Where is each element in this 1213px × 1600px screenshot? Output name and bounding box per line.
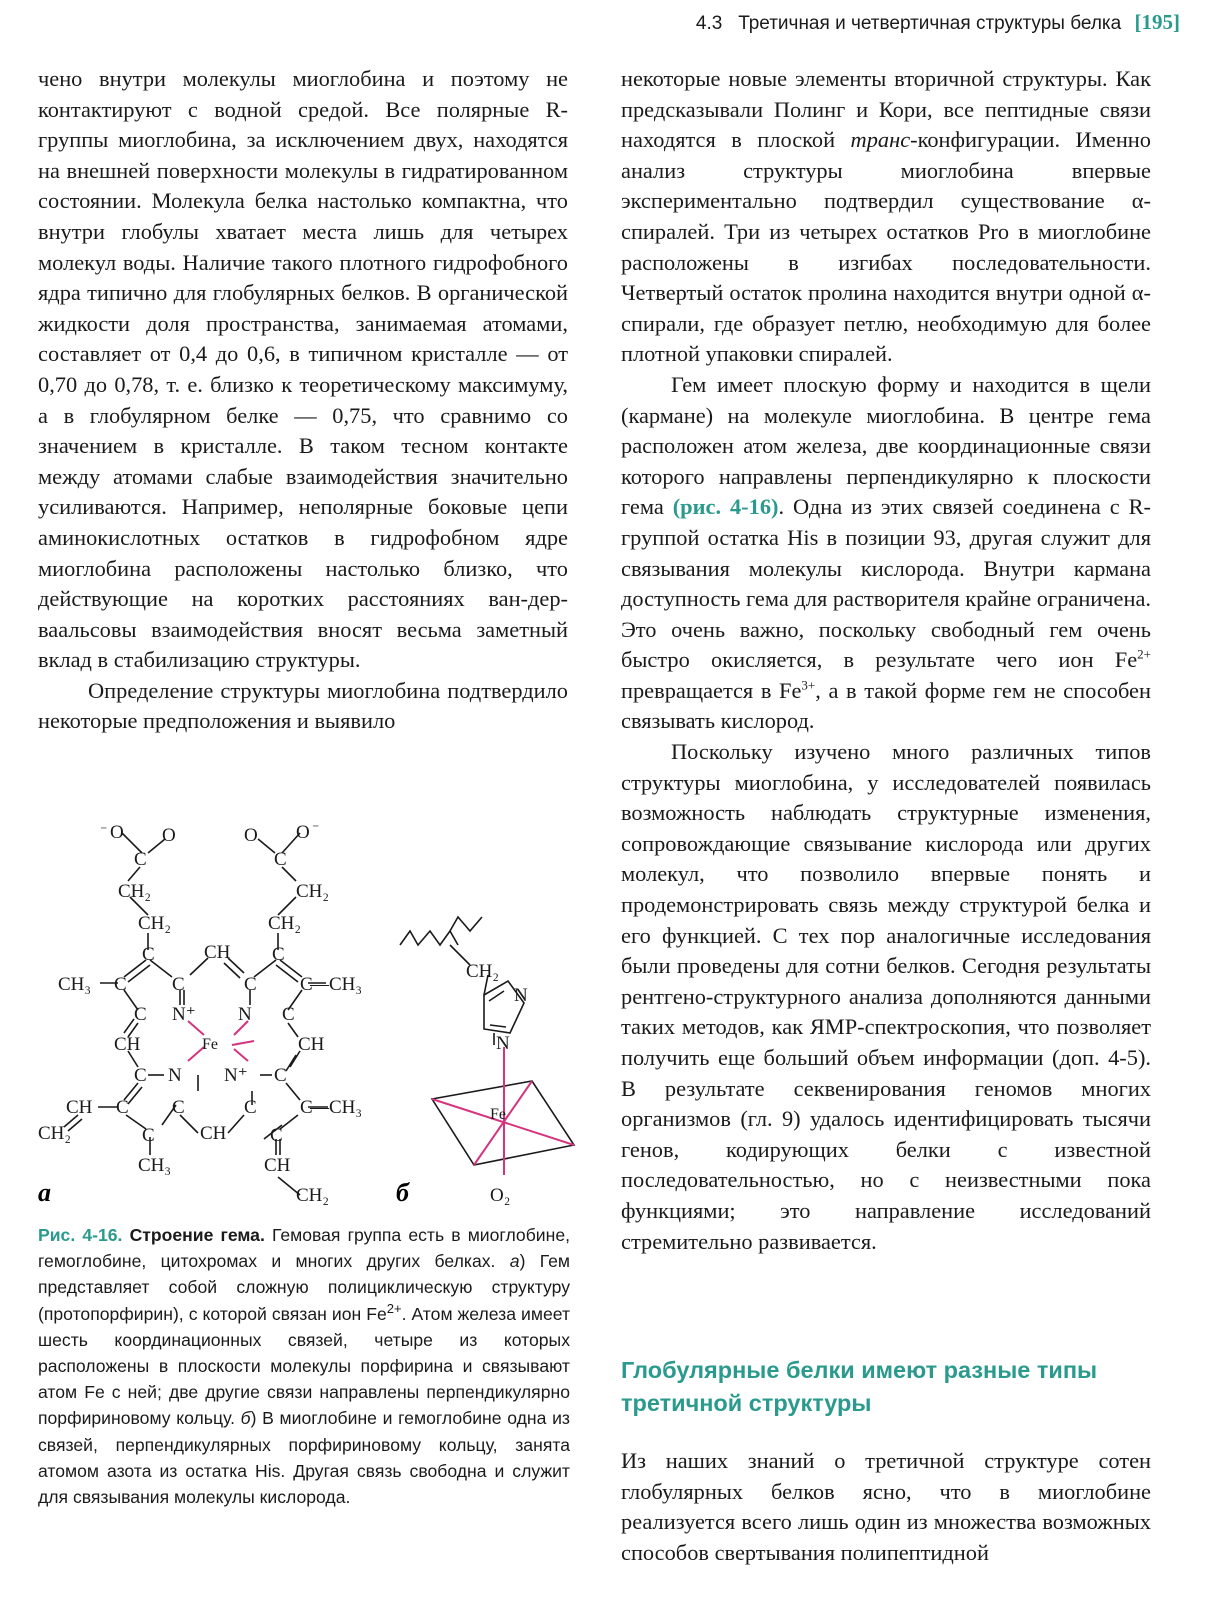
atom-ch-vinyl-left: CH (66, 1097, 93, 1118)
atom-n-top-right: N (238, 1004, 252, 1025)
figure-caption (38, 1222, 570, 1510)
atom-ch-meso-left: CH (114, 1034, 141, 1055)
atom-c-3: C (114, 974, 127, 995)
left-paragraph-1: чено внутри молекулы миоглобина и поэтому не контактируют с водной средой. Все полярные R-группы миоглобина, за исключением двух, находятся на внешней поверхности молекулы в гидратированном состоянии. Молекула белка настолько компактна, что внутри глобулы хватает места лишь для четырех молекул воды. Наличие такого плотного гидрофобного ядра типично для глобулярных белков. В органической жидкости доля пространства, занимаемая атомами, составляет от 0,4 до 0,6, в типичном кристалле — от 0,70 до 0,78, т. е. близко к теоретическому максимуму, а в глобулярном белке — 0,75, что сравнимо со значением в кристалле. В таком тесном контакте между атомами слабые взаимодействия значительно усиливаются. Например, неполярные боковые цепи аминокислотных остатков в гидрофобном ядре миоглобина расположены настолько близко, что действующие на коротких расстояниях ван-дер-ваальсовы взаимодействия вносят весьма заметный вклад в стабилизацию структуры. (38, 66, 568, 673)
caption-superscript: 2+ (386, 1300, 402, 1316)
svg-text:⁻: ⁻ (100, 824, 108, 839)
atom-ch2-vinyl-left: CH₂ (38, 1123, 72, 1144)
atom-c-9: C (134, 1065, 147, 1086)
caption-a-marker: а (509, 1251, 520, 1272)
atom-c-1: C (142, 944, 155, 965)
left-paragraph-2: Определение структуры миоглобина подтвердило некоторые предположения и выявило (38, 677, 568, 734)
caption-text-c: . Атом железа имеет шесть координационных связей, четыре из которых расположены в плоскости молекулы порфирина и связывают атом Fe с ней; две другие связи направлены перпендикулярно порфириновому кольцу. (38, 1303, 570, 1429)
bottom-paragraph: Из наших знаний о третичной структуре сотен глобулярных белков ясно, что в миоглобине реализуется всего лишь один из множества возможных способов свертывания полипептидной (621, 1448, 1151, 1565)
atom-ch3-left: CH₃ (58, 974, 92, 995)
atom-ch3-lower: CH₃ (138, 1155, 172, 1176)
caption-label: Рис. 4-16. (38, 1225, 123, 1245)
bottom-paragraph-block (621, 1446, 1151, 1568)
atom-ch2-left-1: CH₂ (118, 881, 152, 902)
page-number: [195] (1134, 10, 1180, 34)
caption-b-marker: б (240, 1408, 251, 1429)
atom-o-right: O (244, 825, 258, 846)
atom-ch2-right-2: CH₂ (268, 913, 302, 934)
panel-label-b: б (396, 1178, 409, 1207)
running-header (640, 10, 1180, 42)
atom-c-4: C (172, 974, 185, 995)
figure-reference-link[interactable]: (рис. 4-16) (672, 494, 779, 520)
right-paragraph-2: Гем имеет плоскую форму и находится в щели (кармане) на молекуле миоглобина. В центре гема расположен атом железа, две координационные связи которого направлены перпендикулярно к плоскости гема (рис. 4-16). Одна из этих связей соединена с R-группой остатка His в позиции 93, другая служит для связывания молекулы кислорода. Внутри кармана доступность гема для растворителя крайне ограничена. Это очень важно, поскольку свободный гем очень быстро окисляется, в результате чего ион $Fe^{2+}$ превращается в $Fe^{3+}$, а в такой форме гем не способен связывать кислород. (621, 371, 1152, 734)
atom-ch2-vinyl-right: CH₂ (296, 1185, 330, 1206)
atom-ch3-right-top: —CH₃ (310, 974, 363, 995)
atom-n-his-top: N (514, 985, 528, 1006)
atom-n-plus-top: N⁺ (172, 1004, 196, 1025)
atom-ch-vinyl-right: CH (264, 1155, 291, 1176)
atom-labels (38, 822, 528, 1206)
svg-text:⁻: ⁻ (312, 822, 320, 837)
atom-c-6: C (300, 974, 313, 995)
atom-o-minus-right: O (296, 822, 310, 843)
atom-c-carboxyl-left: C (134, 849, 147, 870)
atom-c-15: C (142, 1125, 155, 1146)
caption-text-d: ) В миоглобине и гемоглобине одна из связей, перпендикулярных порфириновому кольцу, занята атомом азота из остатка His. Другая связь свободна и служит для связывания молекулы кислорода. (38, 1408, 570, 1508)
atom-n-his-bottom: N (496, 1033, 510, 1054)
atom-ch-meso-right: CH (298, 1034, 325, 1055)
atom-n-bottom-left: N (168, 1065, 182, 1086)
caption-text-b: ) Гем представляет собой сложную полициклическую структуру (протопорфирин), с которой связан ион Fe (38, 1251, 570, 1324)
atom-c-7: C (134, 1004, 147, 1025)
atom-ch-meso-top: CH (204, 942, 231, 963)
atom-fe-plane: Fe (490, 1106, 506, 1123)
right-paragraph-1: некоторые новые элементы вторичной структуры. Как предсказывали Полинг и Кори, все пептидные связи находятся в плоской транс-конфигурации. Именно анализ структуры миоглобина впервые экспериментально подтвердил существование α-спиралей. Три из четырех остатков Pro в миоглобине расположены в изгибах последовательности. Четвертый остаток пролина находится внутри одной α-спирали, где образует петлю, необходимую для более плотной упаковки спиралей. (621, 66, 1151, 367)
atom-c-5: C (244, 974, 257, 995)
atom-c-13: C (244, 1097, 257, 1118)
atom-c-carboxyl-right: C (274, 849, 287, 870)
atom-c-8: C (282, 1004, 295, 1025)
panel-label-a: а (38, 1178, 51, 1207)
section-subheading: Глобулярные белки имеют разные типы третичной структуры (621, 1357, 1098, 1416)
atom-c-16: C (270, 1125, 283, 1146)
atom-ch2-left-2: CH₂ (138, 913, 172, 934)
atom-c-11: C (116, 1097, 129, 1118)
heme-structure-diagram (38, 805, 583, 1215)
atom-n-plus-bottom: N⁺ (224, 1065, 248, 1086)
section-title: Третичная и четвертичная структуры белка (738, 13, 1122, 34)
atom-fe: Fe (202, 1036, 218, 1053)
atom-o-left: O (162, 825, 176, 846)
atom-o2: O₂ (490, 1185, 511, 1206)
atom-ch-meso-bottom: CH (200, 1123, 227, 1144)
atom-ch3-right-bottom: —CH₃ (310, 1097, 363, 1118)
atom-c-14: C (300, 1097, 313, 1118)
atom-ch2-his: CH₂ (466, 961, 500, 982)
atom-c-10: C (274, 1065, 287, 1086)
caption-text-a: Гемовая группа есть в миоглобине, гемоглобине, цитохромах и многих других белках. (38, 1225, 570, 1272)
atom-ch2-right-1: CH₂ (296, 881, 330, 902)
right-column (621, 64, 1151, 1257)
left-column (38, 64, 568, 737)
right-paragraph-3: Поскольку изучено много различных типов структуры миоглобина, у исследователей появилась возможность наблюдать структурные изменения, сопровождающие связывание кислорода или других молекул, что позволило впервые понять и продемонстрировать связь между структурой белка и его функцией. С тех пор аналогичные исследования были проведены для сотни белков. Сегодня результаты рентгено-структурного анализа дополняются данными таких методов, как ЯМР-спектроскопия, что позволяет получить еще больший объем информации (доп. 4-5). В результате секвенирования геномов многих организмов (гл. 9) удалось идентифицировать тысячи генов, кодирующих белки с известной последовательностью, но с неизвестными пока функциями; это направление исследований стремительно развивается. (621, 739, 1151, 1254)
atom-c-12: C (172, 1097, 185, 1118)
atom-c-2: C (272, 944, 285, 965)
caption-title: Строение гема. (129, 1225, 265, 1245)
heme-figure (38, 805, 583, 1215)
atom-o-minus-left: O (110, 822, 124, 843)
section-number: 4.3 (695, 13, 723, 34)
